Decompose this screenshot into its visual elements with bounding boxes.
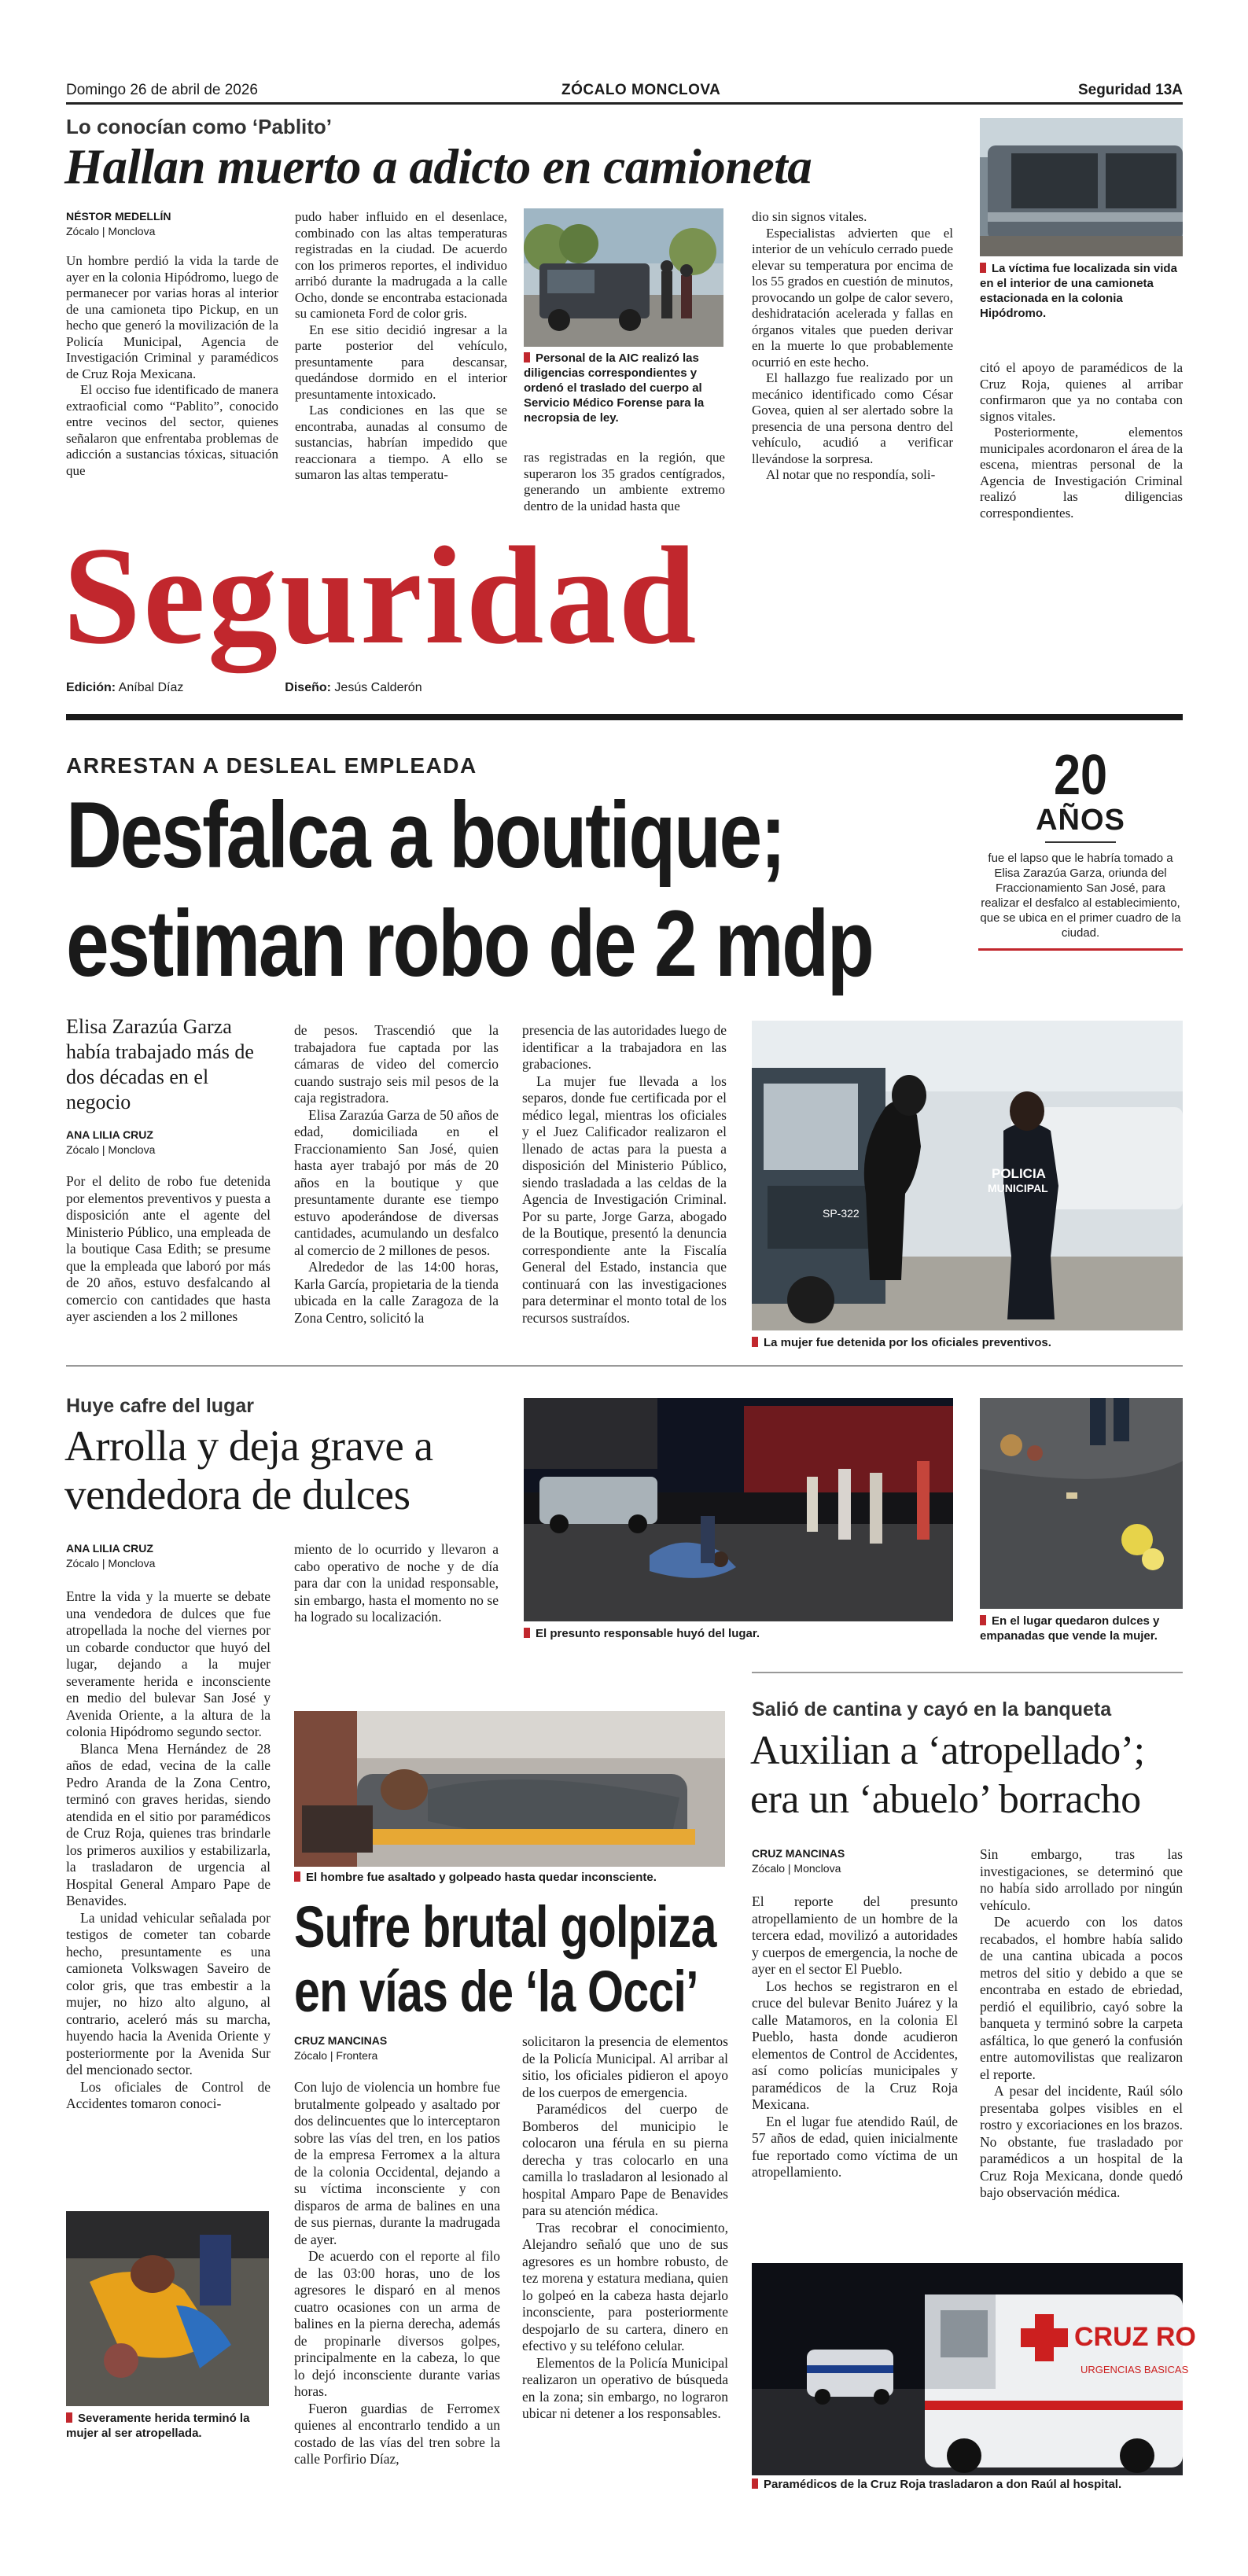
paragraph: Especialistas advierten que el interior de un vehículo cerrado puede elevar su temperatura por encima de los 55 grados en cuestión de minutos, provocando un golpe de calor severo, deshidratación acelerada y fallas en órganos vitales que pueden derivar en la muerte lo que probablemente ocurrió en este hecho. [752,225,953,370]
paragraph: En el lugar fue atendido Raúl, de 57 años de edad, quien inicialmente fue reportado como víctima de un atropellamiento. [752,2113,958,2180]
header-rule [66,102,1183,105]
boutique-headline-line2: estiman robo de 2 mdp [66,891,873,996]
stat-divider [1045,841,1116,843]
paragraph: miento de lo ocurrido y llevaron a cabo operativo de noche y de día para dar con la unidad responsable, sin embargo, hasta el momento no se ha logrado su localización. [294,1541,499,1625]
dulces-headline: Arrolla y deja grave a vendedora de dulces [64,1422,433,1518]
paragraph: Alrededor de las 14:00 horas, Karla García, propietaria de la tienda ubicada en la calle Zaragoza de la Zona Centro, solicitó la [294,1259,499,1326]
top-story-col5 [980,360,1183,521]
caption-text: La mujer fue detenida por los oficiales preventivos. [764,1336,1051,1349]
paragraph: Blanca Mena Hernández de 28 años de edad, vecina de la calle Pedro Aranda de la Zona Centro, terminó con graves heridas, siendo atendida en el sitio por paramédicos de Cruz Roja, quienes tras brindarle los primeros auxilios y estabilizarla, la trasladaron de urgencia al Hospital General Amparo Pape de Benavides. [66,1740,271,1908]
caption-text: Personal de la AIC realizó las diligencias correspondientes y ordenó el traslado del cuerpo al Servicio Médico Forense para la necropsia de ley. [524,351,705,425]
top-story-headline: Hallan muerto a adicto en camioneta [64,139,812,194]
top-story-col3 [524,450,725,514]
golpiza-headline-line1: Sufre brutal golpiza [294,1894,716,1960]
edicion-label: Edición: [66,681,116,694]
caption-text: Severamente herida terminó la mujer al ser atropellada. [66,2412,250,2440]
boutique-location: Zócalo | Monclova [66,1143,156,1156]
abuelo-author: CRUZ MANCINAS [752,1847,845,1860]
caption-text: El hombre fue asaltado y golpeado hasta quedar inconsciente. [306,1871,657,1884]
golpiza-author: CRUZ MANCINAS [294,2034,388,2047]
caption-text: El presunto responsable huyó del lugar. [536,1627,760,1640]
paragraph: dio sin signos vitales. [752,209,867,224]
top-story-author: NÉSTOR MEDELLÍN [66,210,171,223]
top-story-kicker: Lo conocían como ‘Pablito’ [66,115,333,138]
diseno-name: Jesús Calderón [334,681,422,694]
golpiza-byline [294,2033,499,2063]
golpiza-location: Zócalo | Frontera [294,2049,378,2062]
boutique-col1 [66,1173,271,1326]
boutique-kicker: ARRESTAN A DESLEAL EMPLEADA [66,753,477,778]
caption-marker [752,1337,758,1347]
golpiza-col2 [522,2033,728,2423]
paragraph: Los oficiales de Control de Accidentes tomaron conoci- [66,2078,271,2111]
caption-marker [524,1628,530,1638]
boutique-byline [66,1128,278,1157]
paragraph: Sin embargo, tras las investigaciones, se determinó que no había sido arrollado por ningún vehículo. [980,1846,1183,1913]
stat-number: 20 [1053,744,1108,807]
header-section-page: Seguridad 13A [1077,82,1183,98]
dulces-kicker: Huye cafre del lugar [66,1395,254,1417]
paragraph: El hallazgo fue realizado por un mecánico identificado como César Govea, quien al ser alertado sobre la presencia de una persona dentro del vehículo, acudió a verificar llevándose la sorpresa. [752,370,953,466]
dulces-location: Zócalo | Monclova [66,1557,156,1570]
dulces-photo-2-caption [980,1614,1183,1643]
stat-unit: AÑOS [1036,804,1125,837]
header-date: Domingo 26 de abril de 2026 [66,82,259,98]
paragraph: de pesos. Trascendió que la trabajadora fue captada por las cámaras de video del comercio cuando sustrajo seis mil pesos de la caja registradora. [294,1022,499,1106]
page-header [66,82,1183,102]
dulces-author: ANA LILIA CRUZ [66,1542,153,1555]
paragraph: Entre la vida y la muerte se debate una vendedora de dulces que fue atropellada la noche del viernes por un cobarde conductor que huyó del lugar, dejando a la mujer severamente herida e inconsciente en medio del bulevar San José y Avenida Oriente, a la altura de la colonia Hipódromo segundo sector. [66,1588,271,1739]
paragraph: Elisa Zarazúa Garza de 50 años de edad, domiciliada en el Fraccionamiento San José, quien hasta ayer trabajó por más de 20 años en la boutique y que presuntamente durante ese tiempo estuvo apoderándose de diversas cantidades, acumulando un desfalco al comercio de 2 millones de pesos. [294,1106,499,1258]
photo-vest-2: MUNICIPAL [988,1182,1048,1194]
paragraph: La unidad vehicular señalada por testigos de cometer tan cobarde hecho, presuntamente es una camioneta Volkswagen Saveiro de color gris, que tras embestir a la mujer, no hizo alto alguno, al contrario, aceleró más su marcha, huyendo hacia la Avenida Oriente y posteriormente por la Avenida Sur del mencionado sector. [66,1909,271,2077]
paragraph: La mujer fue llevada a los separos, donde fue certificada por el médico legal, mientras los oficiales y el Juez Calificador realizaron el llenado de actas para la puesta a disposición del Ministerio Público, siendo trasladada a las celdas de la Agencia de Investigación Criminal. Por su parte, Jorge Garza, abogado de la Boutique, presentó la denuncia correspondiente ante la Fiscalía General del Estado, instancia que continuará con las investigaciones para determinar el monto total de los recursos sustraídos. [522,1073,727,1326]
caption-marker [66,2412,72,2423]
abuelo-kicker: Salió de cantina y cayó en la banqueta [752,1698,1112,1720]
dulces-photo-1 [524,1398,953,1621]
paragraph: Paramédicos del cuerpo de Bomberos del municipio le colocaron una férula en su pierna derecha y tras colocarlo en una camilla lo trasladaron al lesionado al hospital Amparo Pape de Benavides para su atención médica. [522,2101,728,2218]
dulces-photo-3 [66,2211,269,2406]
paragraph: Por el delito de robo fue detenida por elementos preventivos y puesta a disposición ante el agente del Ministerio Público, una empleada de la boutique Casa Edith; se presume que la empleada que laboró por más de 20 años, estuvo desfalcando al comercio con cantidades que hasta ayer ascienden a los 2 millones [66,1173,271,1324]
caption-marker [980,1615,986,1625]
caption-text: En el lugar quedaron dulces y empanadas que vende la mujer. [980,1614,1160,1643]
paragraph: De acuerdo con los datos recabados, el hombre había salido de una cantina ubicada a pocos metros del sitio y debido a que se encontraba en estado de ebriedad, perdió el equilibrio, cayó sobre la banqueta y terminó sobre la carpeta asfáltica, lo que generó la confusión entre automovilistas que realizaron el reporte. [980,1914,1183,2082]
paragraph: pudo haber influido en el desenlace, combinado con las altas temperaturas registradas en la ciudad. De acuerdo con los primeros reportes, el individuo arribó durante la madrugada a la calle Ocho, donde se encontraba estacionada su camioneta Ford de color gris. [295,209,507,321]
boutique-author: ANA LILIA CRUZ [66,1128,153,1141]
abuelo-photo [752,2263,1196,2475]
dulces-photo-3-caption [66,2411,269,2441]
abuelo-headline: Auxilian a ‘atropellado’; era un ‘abuelo’ borracho [750,1728,1145,1822]
paragraph: Tras recobrar el conocimiento, Alejandro señaló que uno de sus agresores es un hombre robusto, de tez morena y estatura mediana, quien lo golpeó en la cabeza hasta dejarlo inconsciente, para posteriormente despojarlo de su cartera, dinero en efectivo y su teléfono celular. [522,2219,728,2353]
ambulance-text: CRUZ RO [1074,2322,1196,2352]
boutique-headline-line1: Desfalca a boutique; [66,782,785,888]
dulces-col2 [294,1541,499,1626]
paragraph: Fueron guardias de Ferromex quienes al encontrarlo tendido a un costado de las vías del tren sobre la calle Porfirio Díaz, [294,2400,500,2467]
abuelo-col2 [980,1846,1183,2202]
header-paper: ZÓCALO MONCLOVA [561,82,721,98]
paragraph: Los hechos se registraron en el cruce del bulevar Benito Juárez y la calle Matamoros, en la colonia El Pueblo, hasta donde acudieron elementos de Control de Accidentes, así como policías municipales y paramédicos de la Cruz Roja Mexicana. [752,1978,958,2112]
section-title: Seguridad [63,517,699,673]
boutique-stat-box [978,744,1183,951]
caption-text: Paramédicos de la Cruz Roja trasladaron a don Raúl al hospital. [764,2478,1122,2491]
paragraph: ras registradas en la región, que superaron los 35 grados centígrados, generando un ambiente extremo dentro de la unidad hasta que [524,450,725,513]
paragraph: Con lujo de violencia un hombre fue brutalmente golpeado y asaltado por dos delincuentes que lo interceptaron sobre las vías del tren, en los patios de la empresa Ferromex a la altura de la colonia Occidental, dejando a su víctima inconsciente y con disparos de arma de balines en una de sus piernas, durante la madrugada de ayer. [294,2079,500,2247]
paragraph: Un hombre perdió la vida la tarde de ayer en la colonia Hipódromo, luego de permanecer por varias horas al interior de una camioneta tipo Pickup, en un hecho que generó la movilización de la Policía Municipal, Agencia de Investigación Criminal y paramédicos de Cruz Roja Mexicana. [66,253,278,381]
golpiza-headline-line2: en vías de ‘la Occi’ [294,1959,698,2024]
golpiza-photo-caption [294,1870,725,1885]
paragraph: El occiso fue identificado de manera extraoficial como “Pablito”, conocido entre vecinos del sector, quienes señalaron que enfrentaba problemas de adicción a sustancias tóxicas, situación que [66,382,278,478]
boutique-photo [752,1021,1183,1330]
photo-vest-1: POLICIA [992,1166,1046,1181]
top-story-location: Zócalo | Monclova [66,225,156,237]
dulces-photo-2 [980,1398,1183,1609]
urgencias-text: URGENCIAS BASICAS [1080,2364,1189,2375]
top-story-col4 [752,209,953,484]
paragraph: A pesar del incidente, Raúl sólo presentaba golpes visibles en el rostro y excoriaciones en los brazos. No obstante, fue trasladado por paramédicos a un hospital de la Cruz Roja Mexicana, donde quedó bajo observación médica. [980,2083,1183,2200]
paragraph: solicitaron la presencia de elementos de la Policía Municipal. Al arribar al sitio, los oficiales pidieron el apoyo de los cuerpos de emergencia. [522,2033,728,2100]
abuelo-col1 [752,1893,958,2181]
edicion-name: Aníbal Díaz [118,681,184,694]
caption-text: La víctima fue localizada sin vida en el interior de una camioneta estacionada en la colonia Hipódromo. [980,262,1177,320]
caption-marker [752,2478,758,2489]
diseno-label: Diseño: [285,681,331,694]
paragraph: presencia de las autoridades luego de identificar a la trabajadora en las grabaciones. [522,1022,727,1072]
top-story-col2 [295,209,507,484]
top-story-byline [66,209,278,239]
stat-text: fue el lapso que le habría tomado a Elisa Zarazúa Garza, oriunda del Fraccionamiento San José, para realizar el desfalco al establecimiento, que se ubica en el primer cuadro de la ciudad. [980,852,1181,940]
caption-marker [524,352,530,362]
dulces-photo-1-caption [524,1626,953,1641]
section-credits [66,681,538,695]
dulces-col1 [66,1588,271,2113]
top-story-col1 [66,253,278,479]
divider-dulces [752,1672,1183,1673]
photo-plate: SP-322 [823,1207,860,1220]
abuelo-byline [752,1846,956,1876]
paragraph: De acuerdo con el reporte al filo de las 03:00 horas, uno de los agresores le disparó en al menos cuatro ocasiones con un arma de balines en la pierna derecha, además de propinarle diversos golpes, principalmente en la cabeza, lo que lo dejó inconsciente durante varias horas. [294,2248,500,2399]
paragraph: El reporte del presunto atropellamiento de un hombre de la tercera edad, movilizó a autoridades y cuerpos de emergencia, la noche de ayer en el sector El Pueblo. [752,1893,958,1977]
paragraph: citó el apoyo de paramédicos de la Cruz Roja, quienes al arribar confirmaron que ya no contaba con signos vitales. [980,360,1183,424]
top-story-photo-1 [524,208,723,347]
boutique-col2 [294,1022,499,1327]
paragraph: Elementos de la Policía Municipal realizaron un operativo de búsqueda en la zona; sin embargo, no lograron ubicar ni detener a los responsables. [522,2354,728,2421]
boutique-deck: Elisa Zarazúa Garza había trabajado más de dos décadas en el negocio [66,1015,254,1113]
top-story-photo-2 [980,118,1183,256]
top-story-photo-1-caption [524,351,725,425]
abuelo-photo-caption [752,2477,1183,2492]
paragraph: Las condiciones en las que se encontraba, aunadas al consumo de sustancias, habrían impedido que reaccionara a tiempo. A ello se sumaron las altas temperatu- [295,403,507,482]
abuelo-location: Zócalo | Monclova [752,1862,841,1875]
paragraph: En ese sitio decidió ingresar a la parte posterior del vehículo, presuntamente para descansar, quedándose dormido en el interior presuntamente intoxicado. [295,322,507,402]
top-story-photo-2-caption [980,261,1183,321]
section-rule [66,714,1183,720]
divider-boutique [66,1365,1183,1367]
caption-marker [294,1871,300,1882]
caption-marker [980,263,986,273]
boutique-col3 [522,1022,727,1327]
paragraph: Al notar que no respondía, soli- [766,467,936,482]
golpiza-photo [294,1711,725,1867]
boutique-photo-caption [752,1335,1183,1350]
golpiza-col1 [294,2079,500,2468]
paragraph: Posteriormente, elementos municipales acordonaron el área de la escena, mientras personal de la Agencia de Investigación Criminal realizó las diligencias correspondientes. [980,425,1183,521]
dulces-byline [66,1541,271,1571]
stat-underline [978,948,1183,951]
